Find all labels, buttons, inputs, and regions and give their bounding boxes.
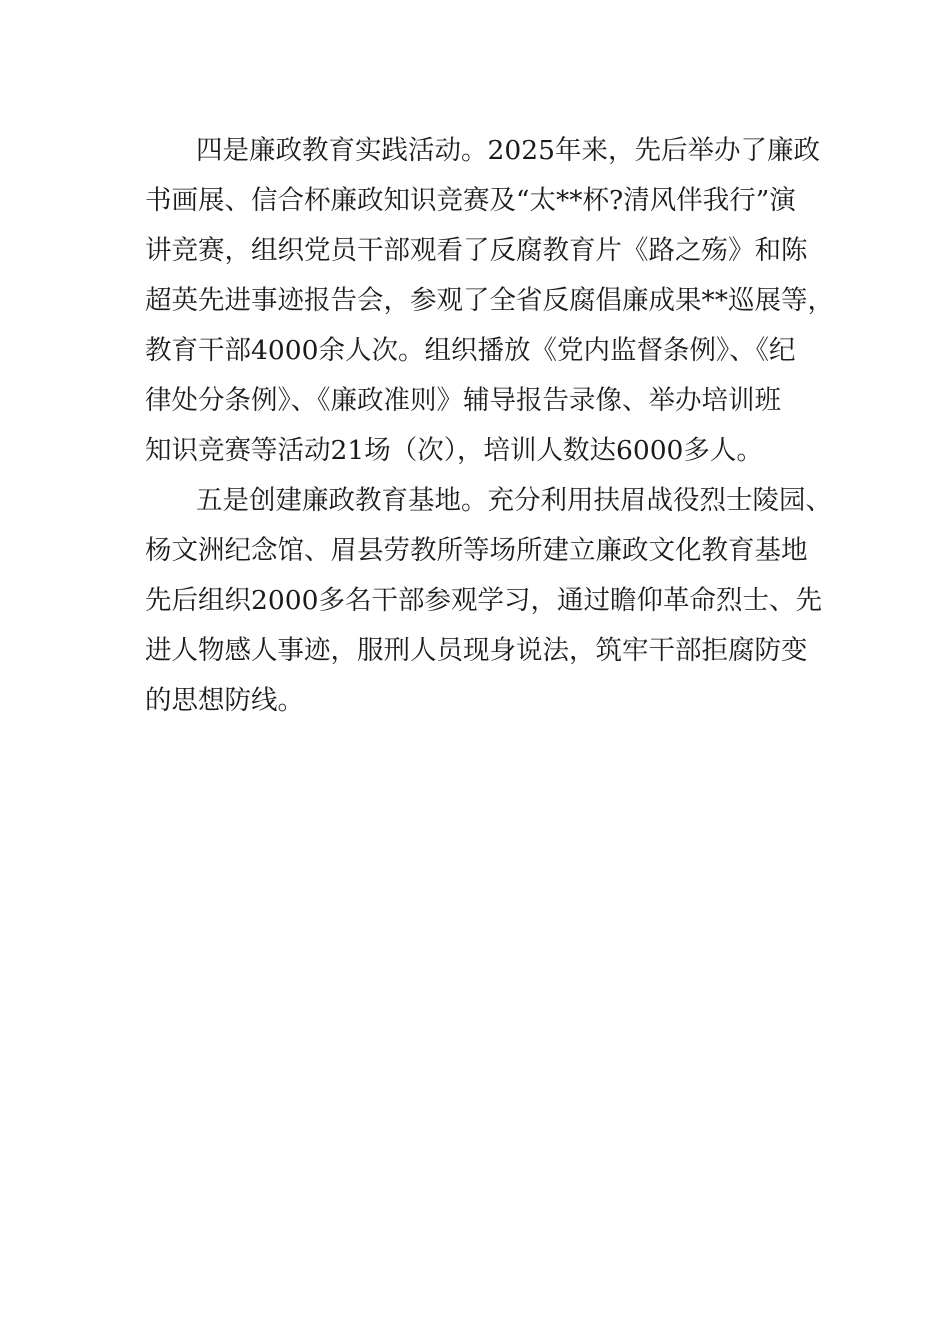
paragraph-2-line-4: 进人物感人事迹，服刑人员现身说法，筑牢干部拒腐防变 bbox=[145, 635, 808, 666]
paragraph-2-line-5: 的思想防线。 bbox=[145, 685, 304, 716]
paragraph-1-line-2: 书画展、信合杯廉政知识竞赛及“太**杯?清风伴我行”演 bbox=[145, 185, 796, 216]
paragraph-1-line-4: 超英先进事迹报告会，参观了全省反腐倡廉成果**巡展等， bbox=[145, 285, 834, 316]
paragraph-1-line-5: 教育干部4000余人次。组织播放《党内监督条例》、《纪 bbox=[145, 335, 796, 366]
paragraph-1-line-6: 律处分条例》、《廉政准则》辅导报告录像、举办培训班 bbox=[145, 385, 781, 416]
paragraph-2-line-3: 先后组织2000多名干部参观学习，通过瞻仰革命烈士、先 bbox=[145, 585, 822, 616]
paragraph-2-line-1: 五是创建廉政教育基地。充分利用扶眉战役烈士陵园、 bbox=[196, 485, 832, 516]
paragraph-1-line-1: 四是廉政教育实践活动。2025年来，先后举办了廉政 bbox=[196, 135, 820, 166]
paragraph-2-line-2: 杨文洲纪念馆、眉县劳教所等场所建立廉政文化教育基地 bbox=[145, 535, 808, 566]
paragraph-1-line-7: 知识竞赛等活动21场（次），培训人数达6000多人。 bbox=[145, 435, 763, 466]
paragraph-1-line-3: 讲竞赛，组织党员干部观看了反腐教育片《路之殇》和陈 bbox=[145, 235, 808, 266]
